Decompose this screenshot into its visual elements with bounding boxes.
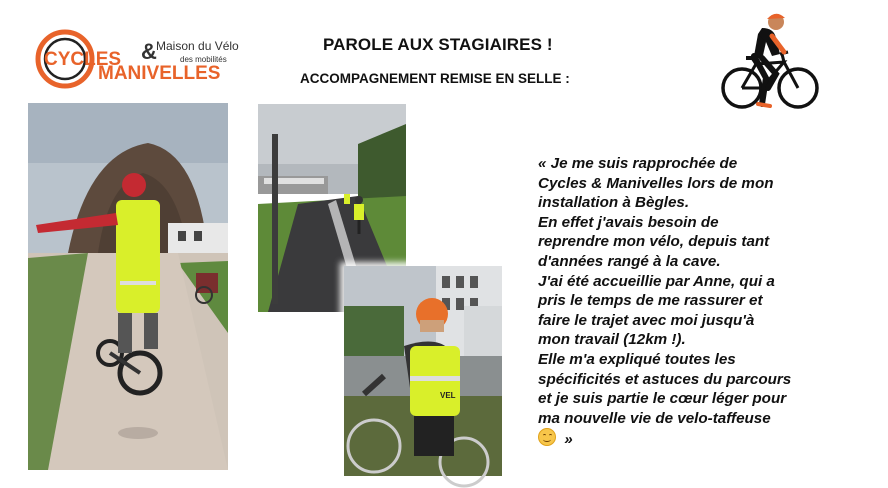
- quote-line: Elle m'a expliqué toutes les: [538, 350, 736, 368]
- quote-line: installation à Bègles.: [538, 194, 690, 212]
- quote-line: mon travail (12km !).: [538, 331, 686, 349]
- quote-line: reprendre mon vélo, depuis tant: [538, 233, 770, 251]
- quote-line: Cycles & Manivelles lors de mon: [538, 174, 774, 192]
- photo-trainee-signaling: [28, 103, 228, 470]
- photo3-vest-text: VEL: [440, 391, 456, 400]
- logo-graphic: [34, 28, 239, 92]
- logo-name-part1: CYCLES: [44, 49, 122, 70]
- logo-ampersand: &: [141, 39, 157, 64]
- quote-line: faire le trajet avec moi jusqu'à: [538, 311, 755, 329]
- quote-line: d'années rangé à la cave.: [538, 252, 721, 270]
- cycles-manivelles-logo: [34, 28, 239, 92]
- page-subtitle: ACCOMPAGNEMENT REMISE EN SELLE :: [300, 71, 570, 86]
- quote-line: J'ai été accueillie par Anne, qui a: [538, 272, 775, 290]
- smiling-face-icon: [538, 428, 556, 446]
- quote-line: « Je me suis rapprochée de: [538, 155, 738, 172]
- logo-partner-line2: des mobilités: [180, 55, 227, 64]
- quote-line: En effet j'avais besoin de: [538, 213, 719, 231]
- quote-line: spécificités et astuces du parcours: [538, 370, 792, 388]
- logo-partner-line1: Maison du Vélo: [156, 39, 239, 53]
- quote-line: ma nouvelle vie de velo-taffeuse: [538, 409, 771, 427]
- quote-closing-line: [538, 428, 838, 450]
- page-title: PAROLE AUX STAGIAIRES !: [323, 35, 553, 54]
- cyclist-illustration: [718, 8, 824, 120]
- quote-line: pris le temps de me rassurer et: [538, 292, 763, 310]
- photo-trainee-helmet: [344, 266, 502, 476]
- quote-line: et je suis partie le cœur léger pour: [538, 390, 787, 408]
- quote-closing-mark: »: [564, 431, 573, 449]
- testimonial-quote: [538, 154, 838, 450]
- logo-name-part2: MANIVELLES: [98, 63, 221, 84]
